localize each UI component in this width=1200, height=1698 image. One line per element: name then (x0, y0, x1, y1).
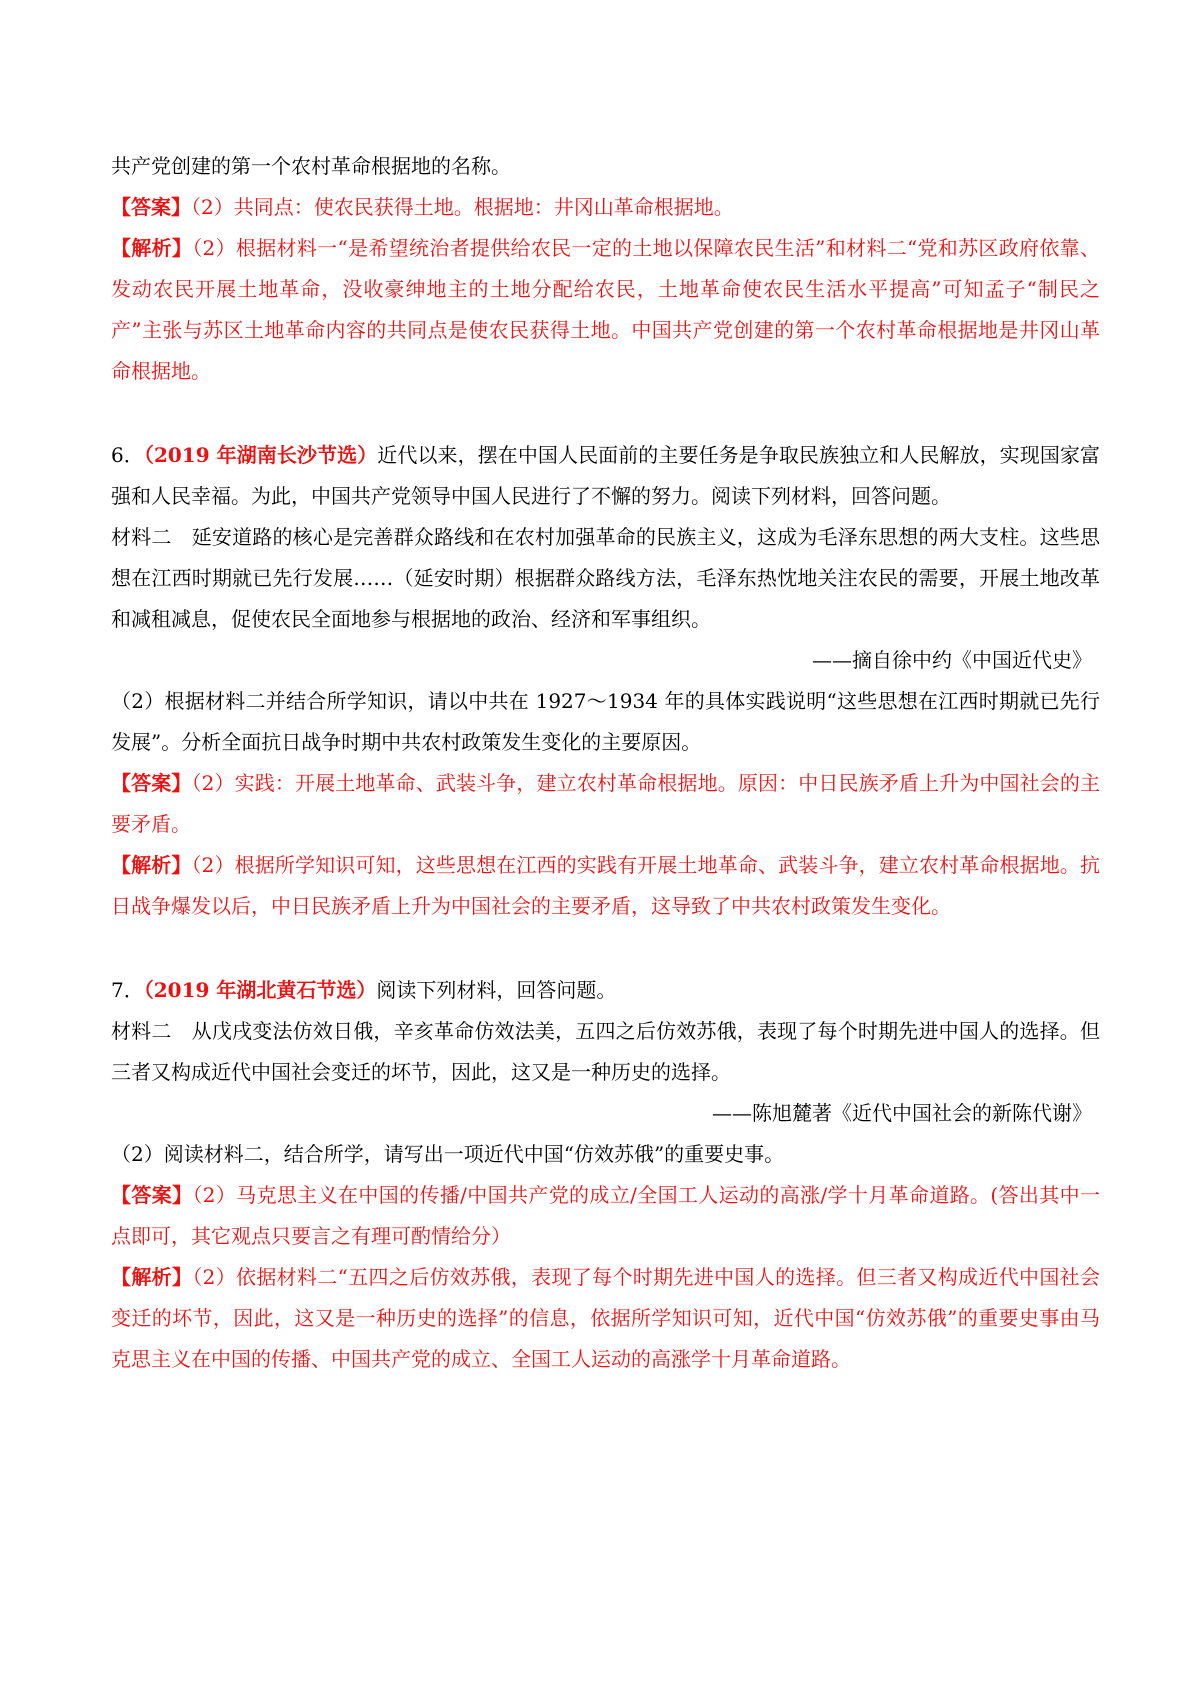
q7-question: （2）阅读材料二，结合所学，请写出一项近代中国“仿效苏俄”的重要史事。 (111, 1142, 785, 1166)
q7-analysis-text: （2）依据材料二“五四之后仿效苏俄，表现了每个时期先进中国人的选择。但三者又构成近代中国社会变迁的坏节，因此，这又是一种历史的选择”的信息，依据所学知识可知，近代中国“仿效苏俄”的重要史事由马克思主义在中国的传播、中国共产党的成立、全国工人运动的高涨学十月革命道路。 (111, 1265, 1100, 1371)
q7-answer-label: 【答案】 (111, 1183, 193, 1207)
q7-material-label: 材料二 (111, 1019, 172, 1043)
q6-material-label: 材料二 (111, 525, 172, 549)
q7-analysis (111, 1257, 1100, 1380)
spacer (111, 927, 1100, 970)
q7-material-text: 从戊戌变法仿效日俄，辛亥革命仿效法美，五四之后仿效苏俄，表现了每个时期先进中国人的选择。但三者又构成近代中国社会变迁的坏节，因此，这又是一种历史的选择。 (111, 1019, 1100, 1084)
q6-analysis (111, 845, 1100, 927)
q6-analysis-text: （2）根据所学知识可知，这些思想在江西的实践有开展土地革命、武装斗争，建立农村革命根据地。抗日战争爆发以后，中日民族矛盾上升为中国社会的主要矛盾，这导致了中共农村政策发生变化。 (111, 853, 1100, 918)
q6-material-source: ——摘自徐中约《中国近代史》 (812, 648, 1092, 672)
q6-answer-label: 【答案】 (111, 771, 192, 795)
q6-stem (111, 435, 1100, 517)
q5-answer-text: （2）共同点：使农民获得土地。根据地：井冈山革命根据地。 (191, 195, 734, 219)
q6-answer (111, 763, 1100, 845)
q5-analysis (111, 228, 1100, 392)
q7-number: 7． (111, 978, 144, 1002)
q6-stem-text: 近代以来，摆在中国人民面前的主要任务是争取民族独立和人民解放，实现国家富强和人民幸福。为此，中国共产党领导中国人民进行了不懈的努力。阅读下列材料，回答问题。 (111, 443, 1100, 508)
q7-analysis-label: 【解析】 (111, 1265, 193, 1289)
q5-analysis-label: 【解析】 (111, 236, 193, 260)
q5-answer (111, 187, 1100, 228)
q5-analysis-text: （2）根据材料一“是希望统治者提供给农民一定的土地以保障农民生活”和材料二“党和苏区政府依靠、发动农民开展土地革命，没收豪绅地主的土地分配给农民，土地革命使农民生活水平提高”可知孟子“制民之产”主张与苏区土地革命内容的共同点是使农民获得土地。中国共产党创建的第一个农村革命根据地是井冈山革命根据地。 (111, 236, 1100, 383)
q6-source-tag: （2019 年湖南长沙节选） (143, 443, 378, 467)
q7-material-source: ——陈旭麓著《近代中国社会的新陈代谢》 (712, 1101, 1092, 1125)
q6-number: 6． (111, 443, 144, 467)
q7-stem (111, 970, 1100, 1011)
q6-material (111, 517, 1100, 640)
q7-stem-text: 阅读下列材料，回答问题。 (376, 978, 617, 1002)
q7-answer-text: （2）马克思主义在中国的传播/中国共产党的成立/全国工人运动的高涨/学十月革命道路。(答出其中一点即可，其它观点只要言之有理可酌情给分） (111, 1183, 1100, 1248)
q6-answer-text: （2）实践：开展土地革命、武装斗争，建立农村革命根据地。原因：中日民族矛盾上升为中国社会的主要矛盾。 (111, 771, 1100, 836)
q7-material (111, 1011, 1100, 1093)
spacer (111, 392, 1100, 435)
q5-continuation: 共产党创建的第一个农村革命根据地的名称。 (111, 154, 511, 178)
q6-analysis-label: 【解析】 (111, 853, 192, 877)
q5-answer-label: 【答案】 (111, 195, 191, 219)
q6-material-text: 延安道路的核心是完善群众路线和在农村加强革命的民族主义，这成为毛泽东思想的两大支柱。这些思想在江西时期就已先行发展……（延安时期）根据群众路线方法，毛泽东热忱地关注农民的需要，开展土地改革和减租减息，促使农民全面地参与根据地的政治、经济和军事组织。 (111, 525, 1100, 631)
q6-question: （2）根据材料二并结合所学知识，请以中共在 1927～1934 年的具体实践说明“这些思想在江西时期就已先行发展”。分析全面抗日战争时期中共农村政策发生变化的主要原因。 (111, 689, 1100, 754)
q7-answer (111, 1175, 1100, 1257)
q7-source-tag: （2019 年湖北黄石节选） (143, 978, 377, 1002)
